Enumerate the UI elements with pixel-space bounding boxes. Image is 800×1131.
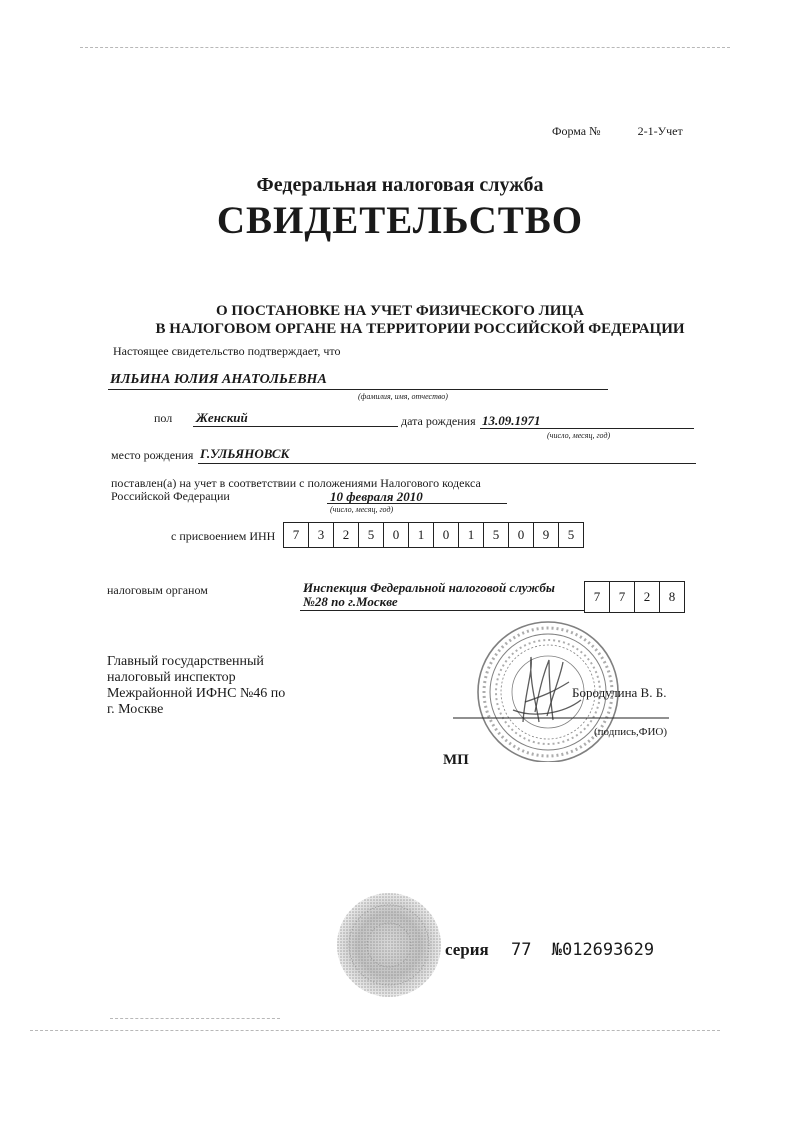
sex-line (193, 426, 398, 427)
inn-digit: 0 (384, 523, 409, 547)
sex-label: пол (154, 411, 173, 425)
sex-value: Женский (196, 410, 248, 425)
inn-label: с присвоением ИНН (171, 529, 276, 543)
inn-digit: 5 (567, 527, 575, 542)
registered-date-value: 10 февраля 2010 (330, 489, 423, 504)
inn-digit: 0 (509, 523, 534, 547)
authority-code-digit: 7 (610, 582, 635, 612)
inspector-position-line: налоговый инспектор (107, 670, 236, 685)
inn-digit: 2 (334, 523, 359, 547)
registered-text-2: Российской Федерации (111, 489, 230, 503)
inspector-position (107, 654, 307, 718)
birthplace-label: место рождения (111, 448, 194, 462)
dob-label: дата рождения (401, 414, 476, 428)
authority-line (300, 610, 584, 611)
inn-digit: 5 (484, 523, 509, 547)
intro-text: Настоящее свидетельство подтверждает, что (113, 344, 341, 358)
registered-date-line (327, 503, 507, 504)
series-number (445, 940, 654, 960)
inspector-position-line: Главный государственный (107, 654, 264, 669)
subtitle-line-2: В НАЛОГОВОМ ОРГАНЕ НА ТЕРРИТОРИИ РОССИЙСКОЙ ФЕДЕРАЦИИ (155, 321, 685, 337)
series-label: серия (445, 940, 489, 959)
inn-digit: 0 (434, 523, 459, 547)
birthplace-line (198, 463, 696, 464)
document-number: №012693629 (551, 940, 655, 960)
form-label: Форма № (552, 124, 601, 138)
signer-name: Бородулина В. Б. (572, 685, 667, 700)
hologram-seal (334, 890, 444, 1000)
document-title: СВИДЕТЕЛЬСТВО (216, 199, 584, 242)
signer-caption: (подпись,ФИО) (594, 726, 667, 738)
stamp-mark: МП (443, 752, 469, 768)
full-name-value: ИЛЬИНА ЮЛИЯ АНАТОЛЬЕВНА (110, 372, 327, 387)
full-name-caption: (фамилия, имя, отчество) (358, 392, 448, 401)
full-name-line (108, 389, 608, 390)
agency-name: Федеральная налоговая служба (256, 174, 544, 196)
inspector-position-line: Межрайонной ИФНС №46 по (107, 686, 286, 701)
authority-code-digit: 2 (635, 582, 660, 612)
registered-date-caption: (число, месяц, год) (330, 505, 394, 514)
inn-digit: 1 (459, 523, 484, 547)
birthplace-value: Г.УЛЬЯНОВСК (200, 446, 290, 461)
inn-digit: 9 (534, 523, 559, 547)
inn-digit: 7 (284, 523, 309, 547)
inn-digit: 1 (409, 523, 434, 547)
series-value: 77 (511, 940, 532, 960)
form-value: 2-1-Учет (637, 124, 683, 138)
inspector-position-line: г. Москве (107, 702, 164, 717)
authority-line-1: Инспекция Федеральной налоговой службы (303, 580, 555, 595)
authority-code-digit: 7 (585, 582, 610, 612)
inn-digit: 3 (309, 523, 334, 547)
authority-code-digit: 8 (668, 589, 676, 604)
subtitle-line-1: О ПОСТАНОВКЕ НА УЧЕТ ФИЗИЧЕСКОГО ЛИЦА (216, 303, 584, 319)
dob-line (480, 428, 694, 429)
form-number (552, 124, 683, 139)
dob-value: 13.09.1971 (482, 413, 541, 428)
dob-caption: (число, месяц, год) (547, 431, 611, 440)
registered-text-1: поставлен(а) на учет в соответствии с положениями Налогового кодекса (111, 476, 481, 490)
authority-code-box (584, 581, 685, 613)
inn-digit: 5 (359, 523, 384, 547)
authority-label: налоговым органом (107, 583, 208, 597)
authority-line-2: №28 по г.Москве (303, 594, 398, 609)
inn-box (283, 522, 584, 548)
